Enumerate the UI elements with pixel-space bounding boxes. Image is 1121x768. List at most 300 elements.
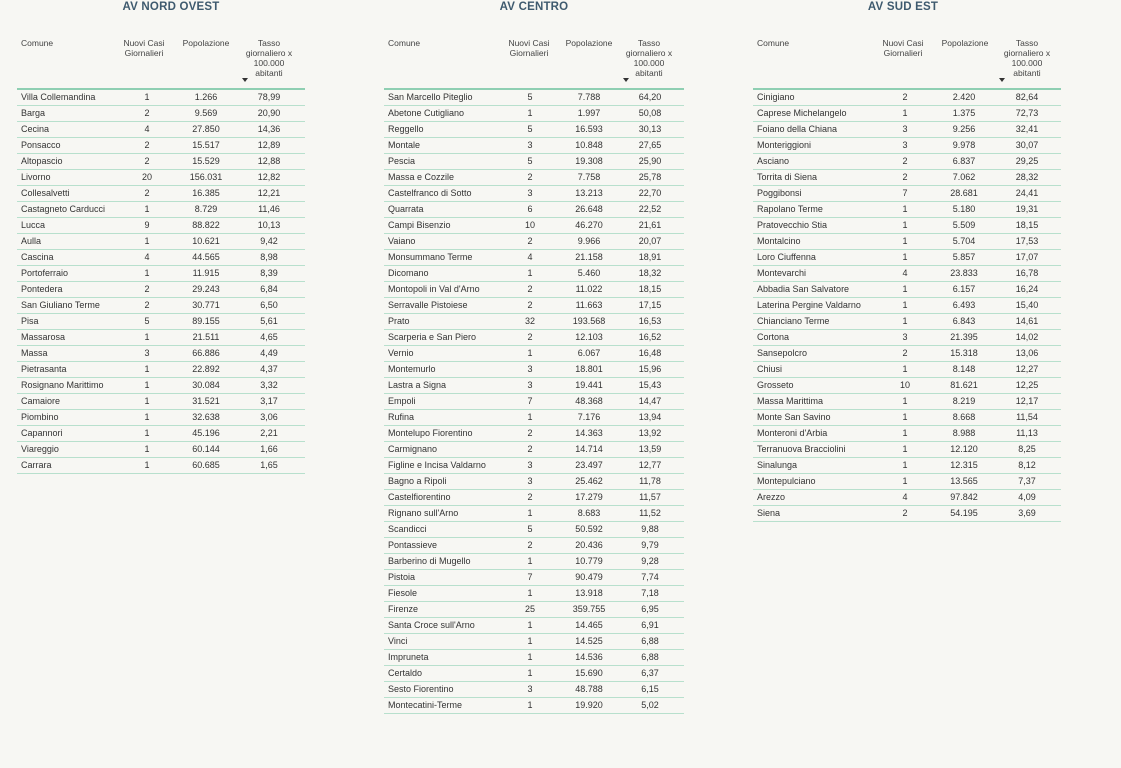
- cell-popolazione: 9.256: [952, 124, 976, 134]
- cell-tasso: 72,73: [1015, 108, 1039, 118]
- cell-tasso: 78,99: [257, 92, 281, 102]
- cell-tasso: 6,88: [641, 652, 659, 662]
- cell-popolazione: 22.892: [192, 364, 220, 374]
- cell-nuovi-casi: 3: [527, 140, 533, 150]
- cell-popolazione: 21.158: [575, 252, 603, 262]
- cell-comune: Terranuova Bracciolini: [757, 444, 846, 454]
- table-row: [753, 473, 1061, 489]
- cell-nuovi-casi: 2: [902, 156, 908, 166]
- cell-popolazione: 90.479: [575, 572, 603, 582]
- cell-comune: Pontassieve: [388, 540, 438, 550]
- table-header: [384, 38, 684, 88]
- table-row: [384, 361, 684, 377]
- cell-nuovi-casi: 2: [144, 284, 150, 294]
- cell-tasso: 21,61: [638, 220, 662, 230]
- cell-popolazione: 8.668: [952, 412, 976, 422]
- cell-comune: Prato: [388, 316, 410, 326]
- table-row: [384, 633, 684, 649]
- table-row: [384, 409, 684, 425]
- cell-tasso: 8,39: [260, 268, 278, 278]
- cell-comune: Foiano della Chiana: [757, 124, 838, 134]
- table-row: [384, 521, 684, 537]
- table-row: [384, 649, 684, 665]
- cell-tasso: 11,54: [1016, 412, 1038, 422]
- table-row: [384, 137, 684, 153]
- cell-tasso: 3,06: [260, 412, 278, 422]
- cell-tasso: 9,88: [641, 524, 659, 534]
- cell-comune: Chiusi: [757, 364, 783, 374]
- cell-popolazione: 193.568: [572, 316, 606, 326]
- table-row: [753, 329, 1061, 345]
- cell-tasso: 9,42: [260, 236, 278, 246]
- table-row: [17, 233, 305, 249]
- sort-descending-icon[interactable]: [999, 78, 1005, 82]
- cell-tasso: 4,49: [260, 348, 278, 358]
- header-comune: Comune: [757, 38, 790, 48]
- cell-comune: Massarosa: [21, 332, 66, 342]
- cell-comune: Impruneta: [388, 652, 429, 662]
- table-row: [384, 345, 684, 361]
- table-row: [753, 425, 1061, 441]
- cell-tasso: 50,08: [638, 108, 662, 118]
- cell-popolazione: 20.436: [575, 540, 603, 550]
- table-row: [753, 313, 1061, 329]
- cell-tasso: 30,07: [1015, 140, 1039, 150]
- cell-tasso: 27,65: [638, 140, 662, 150]
- cell-popolazione: 12.120: [950, 444, 978, 454]
- table-header: [753, 38, 1061, 88]
- cell-popolazione: 10.848: [575, 140, 603, 150]
- cell-popolazione: 6.843: [952, 316, 976, 326]
- cell-nuovi-casi: 1: [902, 444, 908, 454]
- cell-comune: Quarrata: [388, 204, 424, 214]
- cell-comune: Montevarchi: [757, 268, 807, 278]
- cell-nuovi-casi: 2: [527, 492, 533, 502]
- cell-nuovi-casi: 1: [144, 396, 150, 406]
- cell-nuovi-casi: 4: [144, 124, 150, 134]
- cell-comune: Poggibonsi: [757, 188, 802, 198]
- cell-nuovi-casi: 1: [902, 252, 908, 262]
- cell-nuovi-casi: 4: [527, 252, 533, 262]
- cell-comune: Cortona: [757, 332, 790, 342]
- table-row: [17, 265, 305, 281]
- cell-tasso: 19,31: [1015, 204, 1039, 214]
- cell-popolazione: 54.195: [950, 508, 978, 518]
- cell-nuovi-casi: 3: [527, 476, 533, 486]
- cell-popolazione: 48.368: [575, 396, 603, 406]
- cell-popolazione: 8.988: [952, 428, 976, 438]
- cell-comune: Portoferraio: [21, 268, 69, 278]
- cell-comune: Vinci: [388, 636, 408, 646]
- cell-nuovi-casi: 1: [144, 268, 150, 278]
- table-row: [17, 329, 305, 345]
- cell-popolazione: 9.978: [952, 140, 976, 150]
- cell-tasso: 6,84: [260, 284, 278, 294]
- cell-tasso: 13,06: [1015, 348, 1039, 358]
- cell-popolazione: 5.509: [952, 220, 976, 230]
- cell-comune: Certaldo: [388, 668, 423, 678]
- cell-popolazione: 48.788: [575, 684, 603, 694]
- cell-popolazione: 11.915: [192, 268, 220, 278]
- cell-tasso: 18,32: [638, 268, 662, 278]
- table-row: [753, 345, 1061, 361]
- table-row: [753, 185, 1061, 201]
- cell-comune: Massa e Cozzile: [388, 172, 455, 182]
- cell-nuovi-casi: 1: [144, 444, 150, 454]
- cell-comune: Firenze: [388, 604, 419, 614]
- table-row: [753, 377, 1061, 393]
- cell-nuovi-casi: 2: [902, 508, 908, 518]
- cell-tasso: 9,28: [641, 556, 659, 566]
- cell-nuovi-casi: 1: [902, 300, 908, 310]
- cell-nuovi-casi: 7: [527, 572, 533, 582]
- cell-tasso: 6,91: [641, 620, 659, 630]
- cell-popolazione: 12.103: [575, 332, 603, 342]
- cell-nuovi-casi: 1: [527, 636, 533, 646]
- cell-tasso: 32,41: [1015, 124, 1039, 134]
- cell-comune: Scandicci: [388, 524, 427, 534]
- cell-comune: San Marcello Piteglio: [388, 92, 473, 102]
- cell-tasso: 10,13: [257, 220, 281, 230]
- cell-popolazione: 9.569: [194, 108, 218, 118]
- cell-nuovi-casi: 1: [144, 460, 150, 470]
- table-row: [384, 297, 684, 313]
- table-row: [384, 617, 684, 633]
- cell-popolazione: 14.465: [575, 620, 603, 630]
- table-row: [17, 281, 305, 297]
- cell-nuovi-casi: 3: [527, 380, 533, 390]
- cell-tasso: 11,13: [1016, 428, 1038, 438]
- cell-comune: Montalcino: [757, 236, 801, 246]
- table-row: [753, 393, 1061, 409]
- table-row: [753, 121, 1061, 137]
- table-row: [384, 441, 684, 457]
- cell-popolazione: 44.565: [192, 252, 220, 262]
- cell-tasso: 2,21: [260, 428, 278, 438]
- cell-nuovi-casi: 2: [527, 428, 533, 438]
- cell-nuovi-casi: 6: [527, 204, 533, 214]
- cell-nuovi-casi: 1: [902, 460, 908, 470]
- cell-popolazione: 13.918: [575, 588, 603, 598]
- cell-nuovi-casi: 2: [527, 236, 533, 246]
- cell-nuovi-casi: 1: [527, 668, 533, 678]
- cell-tasso: 14,61: [1015, 316, 1039, 326]
- cell-nuovi-casi: 3: [527, 684, 533, 694]
- cell-nuovi-casi: 4: [902, 268, 908, 278]
- cell-popolazione: 28.681: [950, 188, 978, 198]
- cell-nuovi-casi: 1: [527, 412, 533, 422]
- cell-tasso: 5,61: [260, 316, 278, 326]
- cell-popolazione: 6.493: [952, 300, 976, 310]
- cell-comune: Ponsacco: [21, 140, 61, 150]
- cell-tasso: 17,07: [1015, 252, 1039, 262]
- cell-popolazione: 11.663: [575, 300, 603, 310]
- cell-comune: San Giuliano Terme: [21, 300, 100, 310]
- cell-popolazione: 6.067: [577, 348, 601, 358]
- cell-comune: Torrita di Siena: [757, 172, 818, 182]
- cell-nuovi-casi: 2: [144, 108, 150, 118]
- table-body: [753, 88, 1061, 522]
- cell-nuovi-casi: 1: [527, 556, 533, 566]
- cell-comune: Massa Marittima: [757, 396, 824, 406]
- table-row: [384, 457, 684, 473]
- table-row: [753, 153, 1061, 169]
- cell-popolazione: 17.279: [575, 492, 603, 502]
- cell-tasso: 11,46: [258, 204, 280, 214]
- table-row: [17, 121, 305, 137]
- cell-comune: Dicomano: [388, 268, 429, 278]
- cell-comune: Caprese Michelangelo: [757, 108, 847, 118]
- sort-descending-icon[interactable]: [242, 78, 248, 82]
- header-nuovi-casi[interactable]: Nuovi Casi Giornalieri: [508, 38, 550, 58]
- cell-comune: Sansepolcro: [757, 348, 808, 358]
- cell-popolazione: 15.690: [575, 668, 603, 678]
- cell-nuovi-casi: 1: [144, 332, 150, 342]
- cell-comune: Chianciano Terme: [757, 316, 830, 326]
- table-body: [384, 88, 684, 714]
- cell-popolazione: 1.375: [952, 108, 976, 118]
- table-row: [17, 153, 305, 169]
- cell-nuovi-casi: 1: [527, 348, 533, 358]
- cell-nuovi-casi: 1: [144, 236, 150, 246]
- cell-tasso: 4,37: [260, 364, 278, 374]
- cell-nuovi-casi: 1: [527, 652, 533, 662]
- cell-comune: Livorno: [21, 172, 51, 182]
- cell-comune: Rapolano Terme: [757, 204, 823, 214]
- cell-comune: Castelfiorentino: [388, 492, 451, 502]
- cell-comune: Asciano: [757, 156, 790, 166]
- cell-popolazione: 156.031: [189, 172, 223, 182]
- cell-popolazione: 18.801: [575, 364, 603, 374]
- table-row: [753, 281, 1061, 297]
- cell-tasso: 24,41: [1015, 188, 1039, 198]
- header-comune: Comune: [388, 38, 421, 48]
- cell-comune: Carrara: [21, 460, 52, 470]
- cell-comune: Scarperia e San Piero: [388, 332, 477, 342]
- cell-comune: Monsummano Terme: [388, 252, 473, 262]
- cell-popolazione: 21.511: [192, 332, 220, 342]
- cell-tasso: 18,91: [638, 252, 662, 262]
- cell-popolazione: 1.997: [577, 108, 601, 118]
- cell-nuovi-casi: 2: [144, 140, 150, 150]
- cell-comune: Empoli: [388, 396, 416, 406]
- table-header: [17, 38, 321, 88]
- cell-tasso: 28,32: [1015, 172, 1039, 182]
- table-row: [384, 265, 684, 281]
- table-row: [17, 409, 305, 425]
- table-row: [753, 249, 1061, 265]
- table-row: [384, 473, 684, 489]
- cell-comune: Serravalle Pistoiese: [388, 300, 468, 310]
- cell-nuovi-casi: 5: [144, 316, 150, 326]
- cell-popolazione: 23.497: [575, 460, 603, 470]
- cell-comune: Pietrasanta: [21, 364, 67, 374]
- table-row: [384, 185, 684, 201]
- table-row: [384, 313, 684, 329]
- cell-popolazione: 23.833: [950, 268, 978, 278]
- cell-comune: Abbadia San Salvatore: [757, 284, 850, 294]
- cell-popolazione: 10.621: [192, 236, 220, 246]
- cell-popolazione: 14.363: [575, 428, 603, 438]
- cell-nuovi-casi: 9: [144, 220, 150, 230]
- header-nuovi-casi[interactable]: Nuovi Casi Giornalieri: [123, 38, 165, 58]
- cell-tasso: 18,15: [638, 284, 662, 294]
- table-row: [384, 489, 684, 505]
- cell-nuovi-casi: 2: [527, 172, 533, 182]
- cell-tasso: 16,48: [638, 348, 662, 358]
- table-row: [753, 217, 1061, 233]
- cell-nuovi-casi: 4: [144, 252, 150, 262]
- cell-tasso: 11,52: [639, 508, 661, 518]
- cell-tasso: 6,15: [641, 684, 659, 694]
- cell-comune: Vaiano: [388, 236, 416, 246]
- cell-nuovi-casi: 1: [527, 268, 533, 278]
- cell-nuovi-casi: 2: [527, 300, 533, 310]
- cell-tasso: 16,24: [1015, 284, 1039, 294]
- cell-comune: Aulla: [21, 236, 42, 246]
- cell-popolazione: 5.857: [952, 252, 976, 262]
- cell-popolazione: 6.157: [952, 284, 976, 294]
- cell-popolazione: 7.788: [577, 92, 601, 102]
- cell-tasso: 18,15: [1015, 220, 1039, 230]
- header-popolazione[interactable]: Popolazione: [565, 38, 613, 48]
- cell-tasso: 17,53: [1015, 236, 1039, 246]
- cell-nuovi-casi: 1: [902, 428, 908, 438]
- cell-nuovi-casi: 1: [902, 204, 908, 214]
- cell-popolazione: 15.318: [950, 348, 978, 358]
- cell-popolazione: 16.385: [192, 188, 220, 198]
- cell-popolazione: 14.714: [575, 444, 603, 454]
- cell-comune: Pisa: [21, 316, 39, 326]
- table-row: [753, 361, 1061, 377]
- cell-comune: Monte San Savino: [757, 412, 831, 422]
- cell-popolazione: 16.593: [575, 124, 603, 134]
- table-row: [17, 297, 305, 313]
- cell-tasso: 12,25: [1015, 380, 1039, 390]
- cell-nuovi-casi: 32: [524, 316, 535, 326]
- table-row: [17, 441, 305, 457]
- cell-tasso: 12,89: [257, 140, 281, 150]
- table-row: [384, 585, 684, 601]
- cell-tasso: 12,77: [638, 460, 662, 470]
- cell-popolazione: 5.460: [577, 268, 601, 278]
- cell-popolazione: 19.920: [575, 700, 603, 710]
- cell-tasso: 3,32: [260, 380, 278, 390]
- cell-comune: Cinigiano: [757, 92, 795, 102]
- table-row: [384, 393, 684, 409]
- cell-comune: Grosseto: [757, 380, 794, 390]
- cell-tasso: 7,74: [641, 572, 659, 582]
- cell-comune: Barga: [21, 108, 46, 118]
- cell-tasso: 13,92: [638, 428, 662, 438]
- cell-nuovi-casi: 5: [527, 124, 533, 134]
- header-tasso[interactable]: Tasso giornaliero x 100.000 abitanti: [625, 38, 673, 78]
- cell-tasso: 64,20: [638, 92, 662, 102]
- cell-comune: Barberino di Mugello: [388, 556, 471, 566]
- table-row: [17, 169, 305, 185]
- sort-descending-icon[interactable]: [623, 78, 629, 82]
- table-row: [384, 249, 684, 265]
- cell-popolazione: 359.755: [572, 604, 606, 614]
- cell-popolazione: 11.022: [575, 284, 603, 294]
- cell-tasso: 6,95: [641, 604, 659, 614]
- header-tasso[interactable]: Tasso giornaliero x 100.000 abitanti: [245, 38, 293, 78]
- header-nuovi-casi[interactable]: Nuovi Casi Giornalieri: [882, 38, 924, 58]
- cell-popolazione: 66.886: [192, 348, 220, 358]
- cell-popolazione: 13.565: [950, 476, 978, 486]
- cell-nuovi-casi: 1: [902, 364, 908, 374]
- cell-comune: Pratovecchio Stia: [757, 220, 828, 230]
- cell-nuovi-casi: 1: [902, 284, 908, 294]
- header-popolazione[interactable]: Popolazione: [182, 38, 230, 48]
- cell-nuovi-casi: 2: [527, 284, 533, 294]
- cell-nuovi-casi: 25: [524, 604, 535, 614]
- cell-tasso: 20,07: [638, 236, 662, 246]
- cell-tasso: 1,66: [260, 444, 278, 454]
- cell-tasso: 29,25: [1015, 156, 1039, 166]
- cell-nuovi-casi: 2: [902, 348, 908, 358]
- cell-popolazione: 7.758: [577, 172, 601, 182]
- cell-nuovi-casi: 7: [902, 188, 908, 198]
- header-popolazione[interactable]: Popolazione: [941, 38, 989, 48]
- cell-popolazione: 60.685: [192, 460, 220, 470]
- cell-popolazione: 8.219: [952, 396, 976, 406]
- table-row: [17, 185, 305, 201]
- cell-comune: Camaiore: [21, 396, 61, 406]
- cell-nuovi-casi: 2: [144, 300, 150, 310]
- cell-nuovi-casi: 1: [527, 508, 533, 518]
- cell-tasso: 20,90: [257, 108, 281, 118]
- cell-popolazione: 97.842: [950, 492, 978, 502]
- table-row: [384, 217, 684, 233]
- table-row: [17, 249, 305, 265]
- cell-comune: Castelfranco di Sotto: [388, 188, 472, 198]
- cell-comune: Sesto Fiorentino: [388, 684, 454, 694]
- cell-nuovi-casi: 1: [144, 428, 150, 438]
- cell-nuovi-casi: 1: [902, 396, 908, 406]
- cell-comune: Vernio: [388, 348, 414, 358]
- header-tasso[interactable]: Tasso giornaliero x 100.000 abitanti: [1003, 38, 1051, 78]
- cell-nuovi-casi: 1: [527, 620, 533, 630]
- table-row: [384, 329, 684, 345]
- cell-nuovi-casi: 2: [902, 92, 908, 102]
- area-title: AV CENTRO: [499, 1, 569, 13]
- table-row: [753, 201, 1061, 217]
- table-row: [17, 88, 305, 105]
- cell-popolazione: 25.462: [575, 476, 603, 486]
- cell-comune: Massa: [21, 348, 48, 358]
- cell-comune: Monteriggioni: [757, 140, 812, 150]
- cell-popolazione: 5.180: [952, 204, 976, 214]
- cell-popolazione: 2.420: [952, 92, 976, 102]
- table-row: [753, 169, 1061, 185]
- cell-comune: Pontedera: [21, 284, 63, 294]
- table-row: [384, 681, 684, 697]
- table-row: [753, 105, 1061, 121]
- cell-tasso: 5,02: [641, 700, 659, 710]
- table-row: [753, 441, 1061, 457]
- cell-nuovi-casi: 1: [902, 412, 908, 422]
- cell-nuovi-casi: 7: [527, 396, 533, 406]
- cell-popolazione: 10.779: [575, 556, 603, 566]
- cell-nuovi-casi: 2: [527, 332, 533, 342]
- cell-comune: Abetone Cutigliano: [388, 108, 465, 118]
- cell-nuovi-casi: 1: [144, 364, 150, 374]
- cell-popolazione: 14.525: [575, 636, 603, 646]
- cell-nuovi-casi: 1: [144, 380, 150, 390]
- cell-comune: Montelupo Fiorentino: [388, 428, 473, 438]
- cell-tasso: 8,98: [260, 252, 278, 262]
